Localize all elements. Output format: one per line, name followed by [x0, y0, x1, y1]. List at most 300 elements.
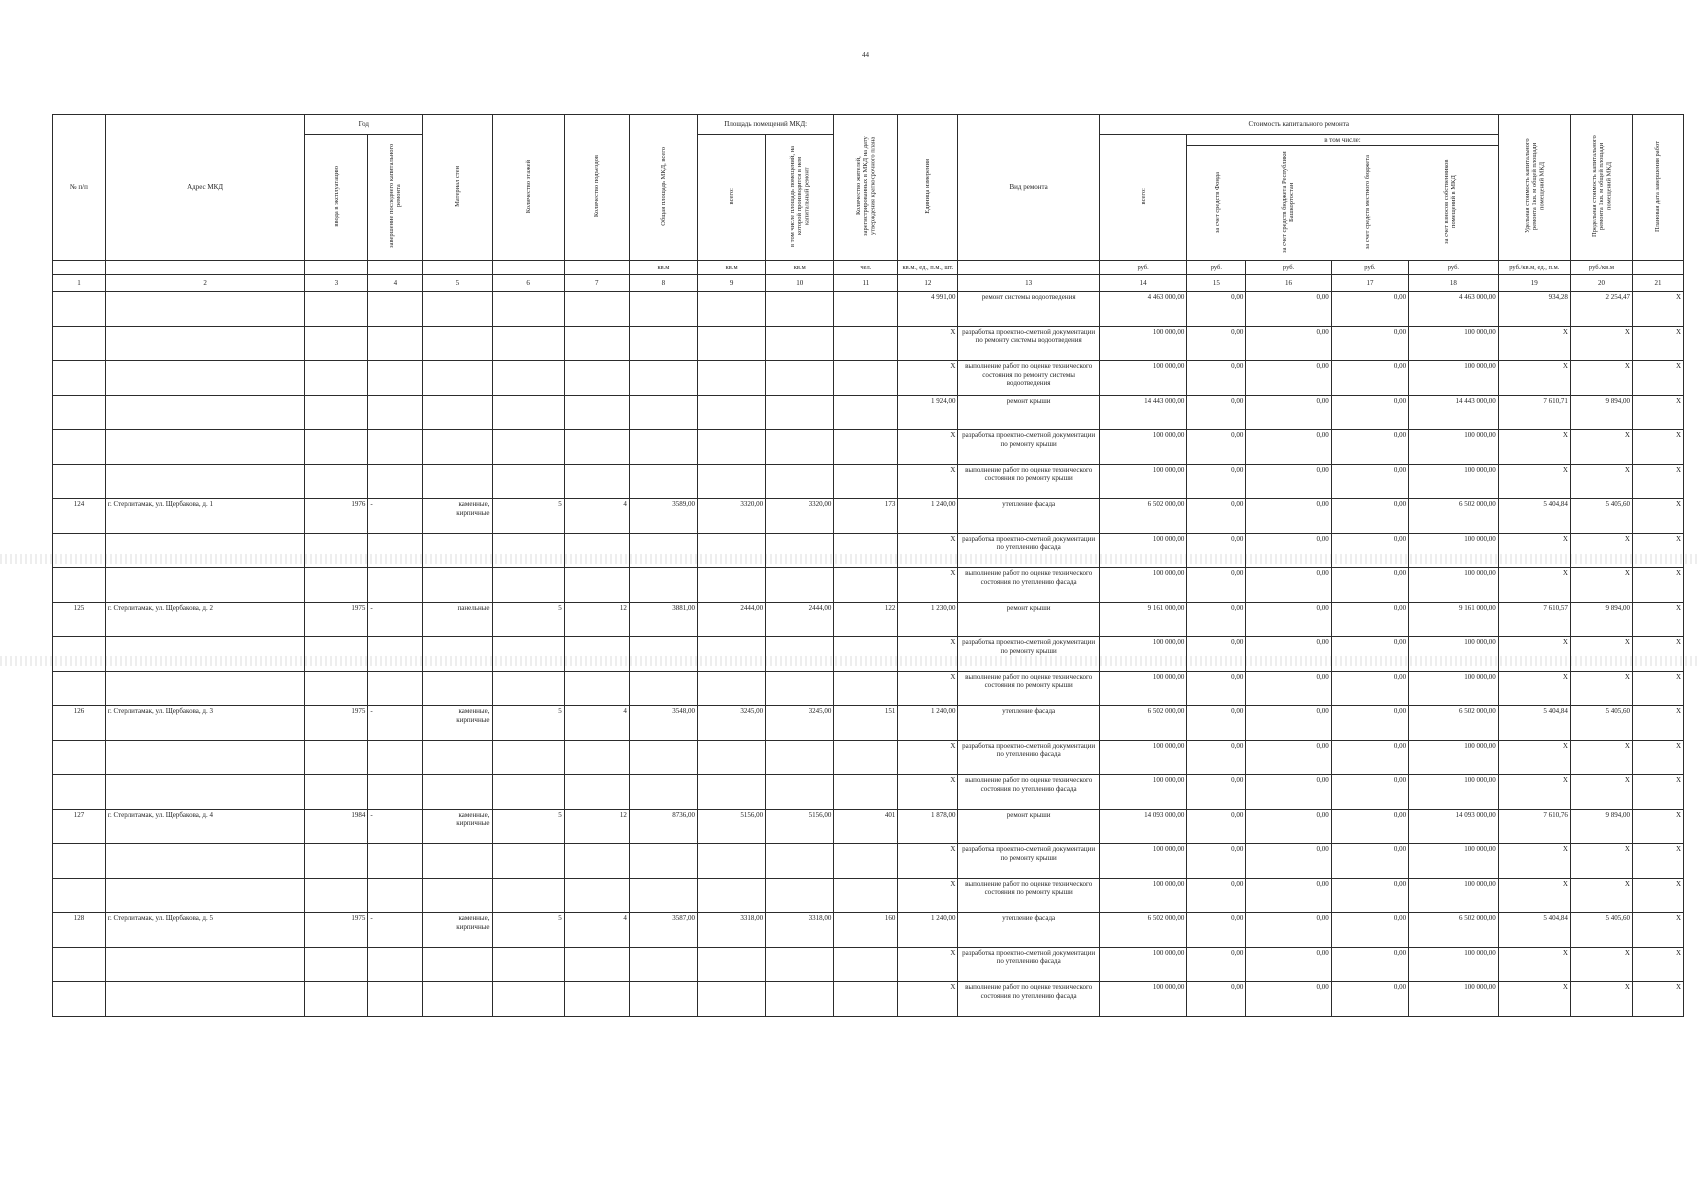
table-cell: 0,00	[1187, 982, 1246, 1017]
table-body	[53, 275, 1684, 1017]
table-cell	[629, 740, 697, 775]
table-cell: 12	[564, 602, 629, 637]
table-cell	[629, 430, 697, 465]
table-cell	[423, 292, 492, 327]
table-cell: утепление фасада	[958, 913, 1099, 948]
table-cell: 0,00	[1246, 292, 1331, 327]
table-cell: 100 000,00	[1099, 533, 1186, 568]
table-cell: 12	[564, 809, 629, 844]
table-cell	[53, 395, 106, 430]
table-cell: 0,00	[1331, 602, 1408, 637]
table-cell	[629, 775, 697, 810]
table-cell: 9 894,00	[1570, 602, 1632, 637]
table-cell: 14 093 000,00	[1409, 809, 1499, 844]
table-cell	[53, 361, 106, 396]
table-cell: г. Стерлитамак, ул. Щербакова, д. 1	[105, 499, 304, 534]
table-cell: 3245,00	[766, 706, 834, 741]
table-cell: X	[1632, 982, 1683, 1017]
header-cell: всего:	[1099, 135, 1186, 261]
table-cell: 0,00	[1187, 706, 1246, 741]
table-cell	[492, 292, 564, 327]
table-cell	[423, 982, 492, 1017]
table-cell	[766, 671, 834, 706]
unit-cell: чел.	[834, 261, 898, 275]
table-cell: X	[1570, 671, 1632, 706]
table-cell	[766, 947, 834, 982]
table-cell: 0,00	[1246, 326, 1331, 361]
table-cell	[629, 947, 697, 982]
table-cell: 0,00	[1187, 533, 1246, 568]
table-cell	[834, 740, 898, 775]
unit-cell	[105, 261, 304, 275]
table-cell: 0,00	[1331, 947, 1408, 982]
header-cell: завершение последнего капитального ремонта	[368, 135, 423, 261]
table-cell	[766, 740, 834, 775]
table-cell: 5 405,60	[1570, 706, 1632, 741]
table-cell	[53, 982, 106, 1017]
table-cell: каменные, кирпичные	[423, 809, 492, 844]
table-cell: утепление фасада	[958, 706, 1099, 741]
table-cell	[766, 326, 834, 361]
table-cell: 1984	[305, 809, 368, 844]
table-cell: X	[1632, 464, 1683, 499]
table-cell: 9 161 000,00	[1099, 602, 1186, 637]
table-cell: 125	[53, 602, 106, 637]
table-cell: 5	[492, 809, 564, 844]
table-cell	[492, 947, 564, 982]
table-cell	[698, 637, 766, 672]
table-cell	[698, 464, 766, 499]
table-cell: 1 240,00	[898, 913, 958, 948]
table-row	[53, 464, 1684, 499]
table-header	[53, 115, 1684, 275]
table-cell: 4 463 000,00	[1099, 292, 1186, 327]
table-cell: 6 502 000,00	[1099, 913, 1186, 948]
header-cell	[1187, 135, 1498, 261]
table-cell	[105, 775, 304, 810]
table-row	[53, 568, 1684, 603]
table-cell	[53, 637, 106, 672]
table-cell: 6 502 000,00	[1099, 499, 1186, 534]
column-number-cell: 3	[305, 275, 368, 292]
table-cell: 100 000,00	[1099, 326, 1186, 361]
table-row	[53, 430, 1684, 465]
table-cell: разработка проектно-сметной документации по утеплению фасада	[958, 947, 1099, 982]
column-number-cell: 13	[958, 275, 1099, 292]
table-cell: 0,00	[1246, 499, 1331, 534]
column-number-cell: 2	[105, 275, 304, 292]
table-cell: X	[1570, 430, 1632, 465]
table-cell	[53, 775, 106, 810]
table-cell: 3589,00	[629, 499, 697, 534]
table-cell	[305, 982, 368, 1017]
header-cell: Количество жителей, зарегистрированных в МКД на дату утверждения краткосрочного плана	[834, 115, 898, 261]
table-cell	[368, 775, 423, 810]
table-cell: 401	[834, 809, 898, 844]
table-cell	[564, 292, 629, 327]
table-cell: 1 878,00	[898, 809, 958, 844]
column-number-cell: 8	[629, 275, 697, 292]
table-cell: 100 000,00	[1409, 361, 1499, 396]
table-cell	[766, 292, 834, 327]
table-cell	[564, 775, 629, 810]
table-cell: 5 404,84	[1498, 706, 1570, 741]
table-cell	[766, 878, 834, 913]
table-cell: X	[1570, 740, 1632, 775]
table-cell: X	[898, 464, 958, 499]
table-cell: 0,00	[1331, 982, 1408, 1017]
table-cell: выполнение работ по оценке технического состояния по утеплению фасада	[958, 568, 1099, 603]
table-cell: 4 463 000,00	[1409, 292, 1499, 327]
table-cell	[834, 430, 898, 465]
table-cell: 5 405,60	[1570, 499, 1632, 534]
table-cell: 934,28	[1498, 292, 1570, 327]
table-cell: X	[1570, 361, 1632, 396]
table-cell: X	[1632, 361, 1683, 396]
table-cell: 3245,00	[698, 706, 766, 741]
table-cell: 100 000,00	[1099, 844, 1186, 879]
table-row	[53, 361, 1684, 396]
table-cell: X	[1498, 947, 1570, 982]
table-cell	[368, 430, 423, 465]
table-cell	[698, 844, 766, 879]
table-cell: X	[898, 568, 958, 603]
table-cell: 0,00	[1246, 706, 1331, 741]
table-cell	[305, 775, 368, 810]
table-cell	[834, 844, 898, 879]
table-cell	[698, 361, 766, 396]
table-cell: X	[1570, 326, 1632, 361]
table-cell	[423, 671, 492, 706]
table-cell: 3587,00	[629, 913, 697, 948]
table-cell: выполнение работ по оценке технического состояния по ремонту крыши	[958, 878, 1099, 913]
table-cell	[492, 878, 564, 913]
table-cell: 8736,00	[629, 809, 697, 844]
header-cell: Вид ремонта	[958, 115, 1099, 261]
header-incl: в том числе:	[1187, 135, 1497, 146]
table-cell: 6 502 000,00	[1099, 706, 1186, 741]
table-row	[53, 602, 1684, 637]
table-cell: X	[1570, 844, 1632, 879]
table-cell: 1975	[305, 706, 368, 741]
table-cell	[105, 464, 304, 499]
table-cell	[629, 637, 697, 672]
table-cell: 100 000,00	[1409, 326, 1499, 361]
table-cell: 5 405,60	[1570, 913, 1632, 948]
table-cell	[564, 568, 629, 603]
table-cell	[492, 361, 564, 396]
table-cell: X	[1498, 878, 1570, 913]
table-cell: 4 991,00	[898, 292, 958, 327]
unit-cell: руб.	[1331, 261, 1408, 275]
table-cell: -	[368, 913, 423, 948]
table-row	[53, 292, 1684, 327]
table-cell: X	[898, 326, 958, 361]
table-cell: 0,00	[1187, 292, 1246, 327]
table-cell	[698, 775, 766, 810]
table-cell	[53, 878, 106, 913]
table-cell: 0,00	[1187, 568, 1246, 603]
table-cell: г. Стерлитамак, ул. Щербакова, д. 4	[105, 809, 304, 844]
table-cell: 0,00	[1331, 913, 1408, 948]
table-cell: 5 404,84	[1498, 913, 1570, 948]
table-cell: X	[1632, 844, 1683, 879]
table-cell: 0,00	[1187, 913, 1246, 948]
table-cell	[368, 568, 423, 603]
column-number-cell: 10	[766, 275, 834, 292]
table-cell: X	[1632, 671, 1683, 706]
table-cell: 4	[564, 913, 629, 948]
table-cell: X	[1632, 947, 1683, 982]
table-cell: 9 161 000,00	[1409, 602, 1499, 637]
table-cell: -	[368, 706, 423, 741]
column-number-cell: 7	[564, 275, 629, 292]
table-cell: 7 610,71	[1498, 395, 1570, 430]
table-cell: 0,00	[1246, 982, 1331, 1017]
unit-cell: кв.м	[629, 261, 697, 275]
table-cell	[766, 430, 834, 465]
table-cell	[105, 361, 304, 396]
table-cell: X	[1498, 982, 1570, 1017]
table-cell	[564, 395, 629, 430]
table-cell: X	[1498, 430, 1570, 465]
table-cell: 124	[53, 499, 106, 534]
header-cell: Количество этажей	[492, 115, 564, 261]
table-cell: 0,00	[1187, 499, 1246, 534]
table-cell: 100 000,00	[1099, 637, 1186, 672]
unit-cell	[492, 261, 564, 275]
table-cell: 3318,00	[766, 913, 834, 948]
table-cell: -	[368, 809, 423, 844]
table-cell: X	[1570, 637, 1632, 672]
column-number-cell: 6	[492, 275, 564, 292]
table-cell: разработка проектно-сметной документации по ремонту крыши	[958, 844, 1099, 879]
table-cell: 173	[834, 499, 898, 534]
table-cell	[492, 844, 564, 879]
table-cell	[105, 671, 304, 706]
table-cell: 0,00	[1246, 395, 1331, 430]
table-cell	[423, 464, 492, 499]
table-cell	[53, 430, 106, 465]
table-cell: 0,00	[1246, 671, 1331, 706]
table-cell	[834, 637, 898, 672]
table-cell	[368, 878, 423, 913]
table-cell	[629, 395, 697, 430]
table-cell: X	[1632, 292, 1683, 327]
table-cell	[492, 430, 564, 465]
table-cell	[53, 568, 106, 603]
unit-cell	[564, 261, 629, 275]
table-cell	[368, 947, 423, 982]
table-cell: выполнение работ по оценке технического состояния по утеплению фасада	[958, 982, 1099, 1017]
table-cell	[698, 292, 766, 327]
table-cell	[564, 982, 629, 1017]
table-cell: 1 230,00	[898, 602, 958, 637]
table-cell: выполнение работ по оценке технического состояния по ремонту крыши	[958, 671, 1099, 706]
table-cell	[53, 533, 106, 568]
table-cell	[629, 671, 697, 706]
table-cell: 2444,00	[698, 602, 766, 637]
table-cell: 0,00	[1246, 464, 1331, 499]
table-cell: г. Стерлитамак, ул. Щербакова, д. 3	[105, 706, 304, 741]
table-cell: разработка проектно-сметной документации по ремонту крыши	[958, 430, 1099, 465]
unit-cell	[423, 261, 492, 275]
table-cell	[698, 740, 766, 775]
table-cell	[629, 568, 697, 603]
table-cell: 0,00	[1246, 740, 1331, 775]
table-cell	[53, 326, 106, 361]
table-cell	[423, 568, 492, 603]
table-cell: X	[1632, 430, 1683, 465]
table-cell	[105, 878, 304, 913]
table-cell	[105, 430, 304, 465]
table-cell: 0,00	[1246, 878, 1331, 913]
table-cell	[105, 637, 304, 672]
table-cell: 100 000,00	[1409, 982, 1499, 1017]
table-cell	[423, 740, 492, 775]
table-cell: 160	[834, 913, 898, 948]
table-cell	[766, 395, 834, 430]
unit-cell	[1632, 261, 1683, 275]
table-cell	[564, 533, 629, 568]
table-cell	[629, 464, 697, 499]
table-cell: 5	[492, 499, 564, 534]
column-number-cell: 12	[898, 275, 958, 292]
table-cell	[629, 878, 697, 913]
table-cell: 0,00	[1331, 499, 1408, 534]
table-cell: 0,00	[1187, 464, 1246, 499]
table-cell: 4	[564, 499, 629, 534]
table-cell: 0,00	[1331, 775, 1408, 810]
table-cell: X	[1498, 637, 1570, 672]
table-cell	[492, 533, 564, 568]
table-cell	[305, 464, 368, 499]
table-cell: X	[1498, 844, 1570, 879]
table-cell: 0,00	[1246, 568, 1331, 603]
table-cell: X	[898, 533, 958, 568]
table-cell: 1976	[305, 499, 368, 534]
column-number-cell: 11	[834, 275, 898, 292]
table-cell: 6 502 000,00	[1409, 499, 1499, 534]
table-cell	[368, 464, 423, 499]
column-number-cell: 16	[1246, 275, 1331, 292]
unit-cell	[958, 261, 1099, 275]
table-cell: ремонт крыши	[958, 809, 1099, 844]
table-cell: 2 254,47	[1570, 292, 1632, 327]
table-cell: 5156,00	[698, 809, 766, 844]
table-cell: 0,00	[1187, 740, 1246, 775]
header-cell: ввода в эксплуатацию	[305, 135, 368, 261]
table-cell	[305, 326, 368, 361]
table-cell: 7 610,76	[1498, 809, 1570, 844]
table-cell: 100 000,00	[1099, 464, 1186, 499]
table-cell: 100 000,00	[1409, 740, 1499, 775]
column-number-cell: 17	[1331, 275, 1408, 292]
table-cell	[766, 637, 834, 672]
table-cell: ремонт крыши	[958, 602, 1099, 637]
header-cell: Предельная стоимость капитального ремонта 1кв. м общей площади помещений МКД	[1570, 115, 1632, 261]
header-cell: за счет взносов собственников помещений в МКД	[1442, 160, 1458, 245]
table-cell	[564, 844, 629, 879]
header-cell: Количество подъездов	[564, 115, 629, 261]
table-row	[53, 775, 1684, 810]
header-cell: Площадь помещений МКД:	[698, 115, 834, 135]
unit-cell: кв.м	[698, 261, 766, 275]
table-cell: 0,00	[1331, 878, 1408, 913]
table-row	[53, 671, 1684, 706]
capital-repair-table	[52, 114, 1684, 1017]
table-cell	[423, 844, 492, 879]
table-cell	[305, 637, 368, 672]
table-cell	[492, 982, 564, 1017]
table-cell	[834, 395, 898, 430]
table-cell	[305, 430, 368, 465]
table-cell	[423, 326, 492, 361]
table-cell	[564, 740, 629, 775]
table-cell	[492, 568, 564, 603]
table-cell	[53, 671, 106, 706]
table-cell	[105, 844, 304, 879]
table-cell: 100 000,00	[1409, 430, 1499, 465]
table-cell	[766, 464, 834, 499]
table-cell: -	[368, 499, 423, 534]
table-cell: 5	[492, 706, 564, 741]
column-number-cell: 21	[1632, 275, 1683, 292]
table-cell: X	[1632, 740, 1683, 775]
table-cell	[305, 568, 368, 603]
header-cell: Год	[305, 115, 423, 135]
table-cell: 0,00	[1246, 602, 1331, 637]
table-cell	[368, 671, 423, 706]
header-cell: Единица измерения	[898, 115, 958, 261]
table-cell	[834, 775, 898, 810]
table-cell	[698, 878, 766, 913]
table-cell	[305, 395, 368, 430]
table-row	[53, 740, 1684, 775]
table-cell: 0,00	[1246, 533, 1331, 568]
table-cell: 100 000,00	[1099, 775, 1186, 810]
table-cell: X	[1632, 326, 1683, 361]
unit-cell	[368, 261, 423, 275]
table-cell	[629, 361, 697, 396]
table-cell: 126	[53, 706, 106, 741]
column-number-cell: 19	[1498, 275, 1570, 292]
table-row	[53, 844, 1684, 879]
table-cell	[698, 671, 766, 706]
table-cell: панельные	[423, 602, 492, 637]
table-cell: 0,00	[1331, 430, 1408, 465]
table-cell: 0,00	[1187, 809, 1246, 844]
table-cell: 0,00	[1187, 430, 1246, 465]
table-cell: 0,00	[1187, 844, 1246, 879]
table-cell: 1975	[305, 913, 368, 948]
table-cell: X	[1632, 775, 1683, 810]
header-cell: за счет средств бюджета Республики Башкортостан	[1281, 151, 1296, 254]
table-cell: 1975	[305, 602, 368, 637]
table-cell: каменные, кирпичные	[423, 499, 492, 534]
header-cell: за счет средств Фонда	[1213, 171, 1221, 233]
table-cell: 0,00	[1246, 430, 1331, 465]
table-cell: X	[1632, 533, 1683, 568]
table-cell: 7 610,57	[1498, 602, 1570, 637]
header-cell: Плановая дата завершения работ	[1632, 115, 1683, 261]
table-cell	[834, 671, 898, 706]
table-cell	[492, 395, 564, 430]
header-cell: Адрес МКД	[105, 115, 304, 261]
table-cell	[564, 326, 629, 361]
table-cell	[834, 326, 898, 361]
table-cell: 1 240,00	[898, 706, 958, 741]
